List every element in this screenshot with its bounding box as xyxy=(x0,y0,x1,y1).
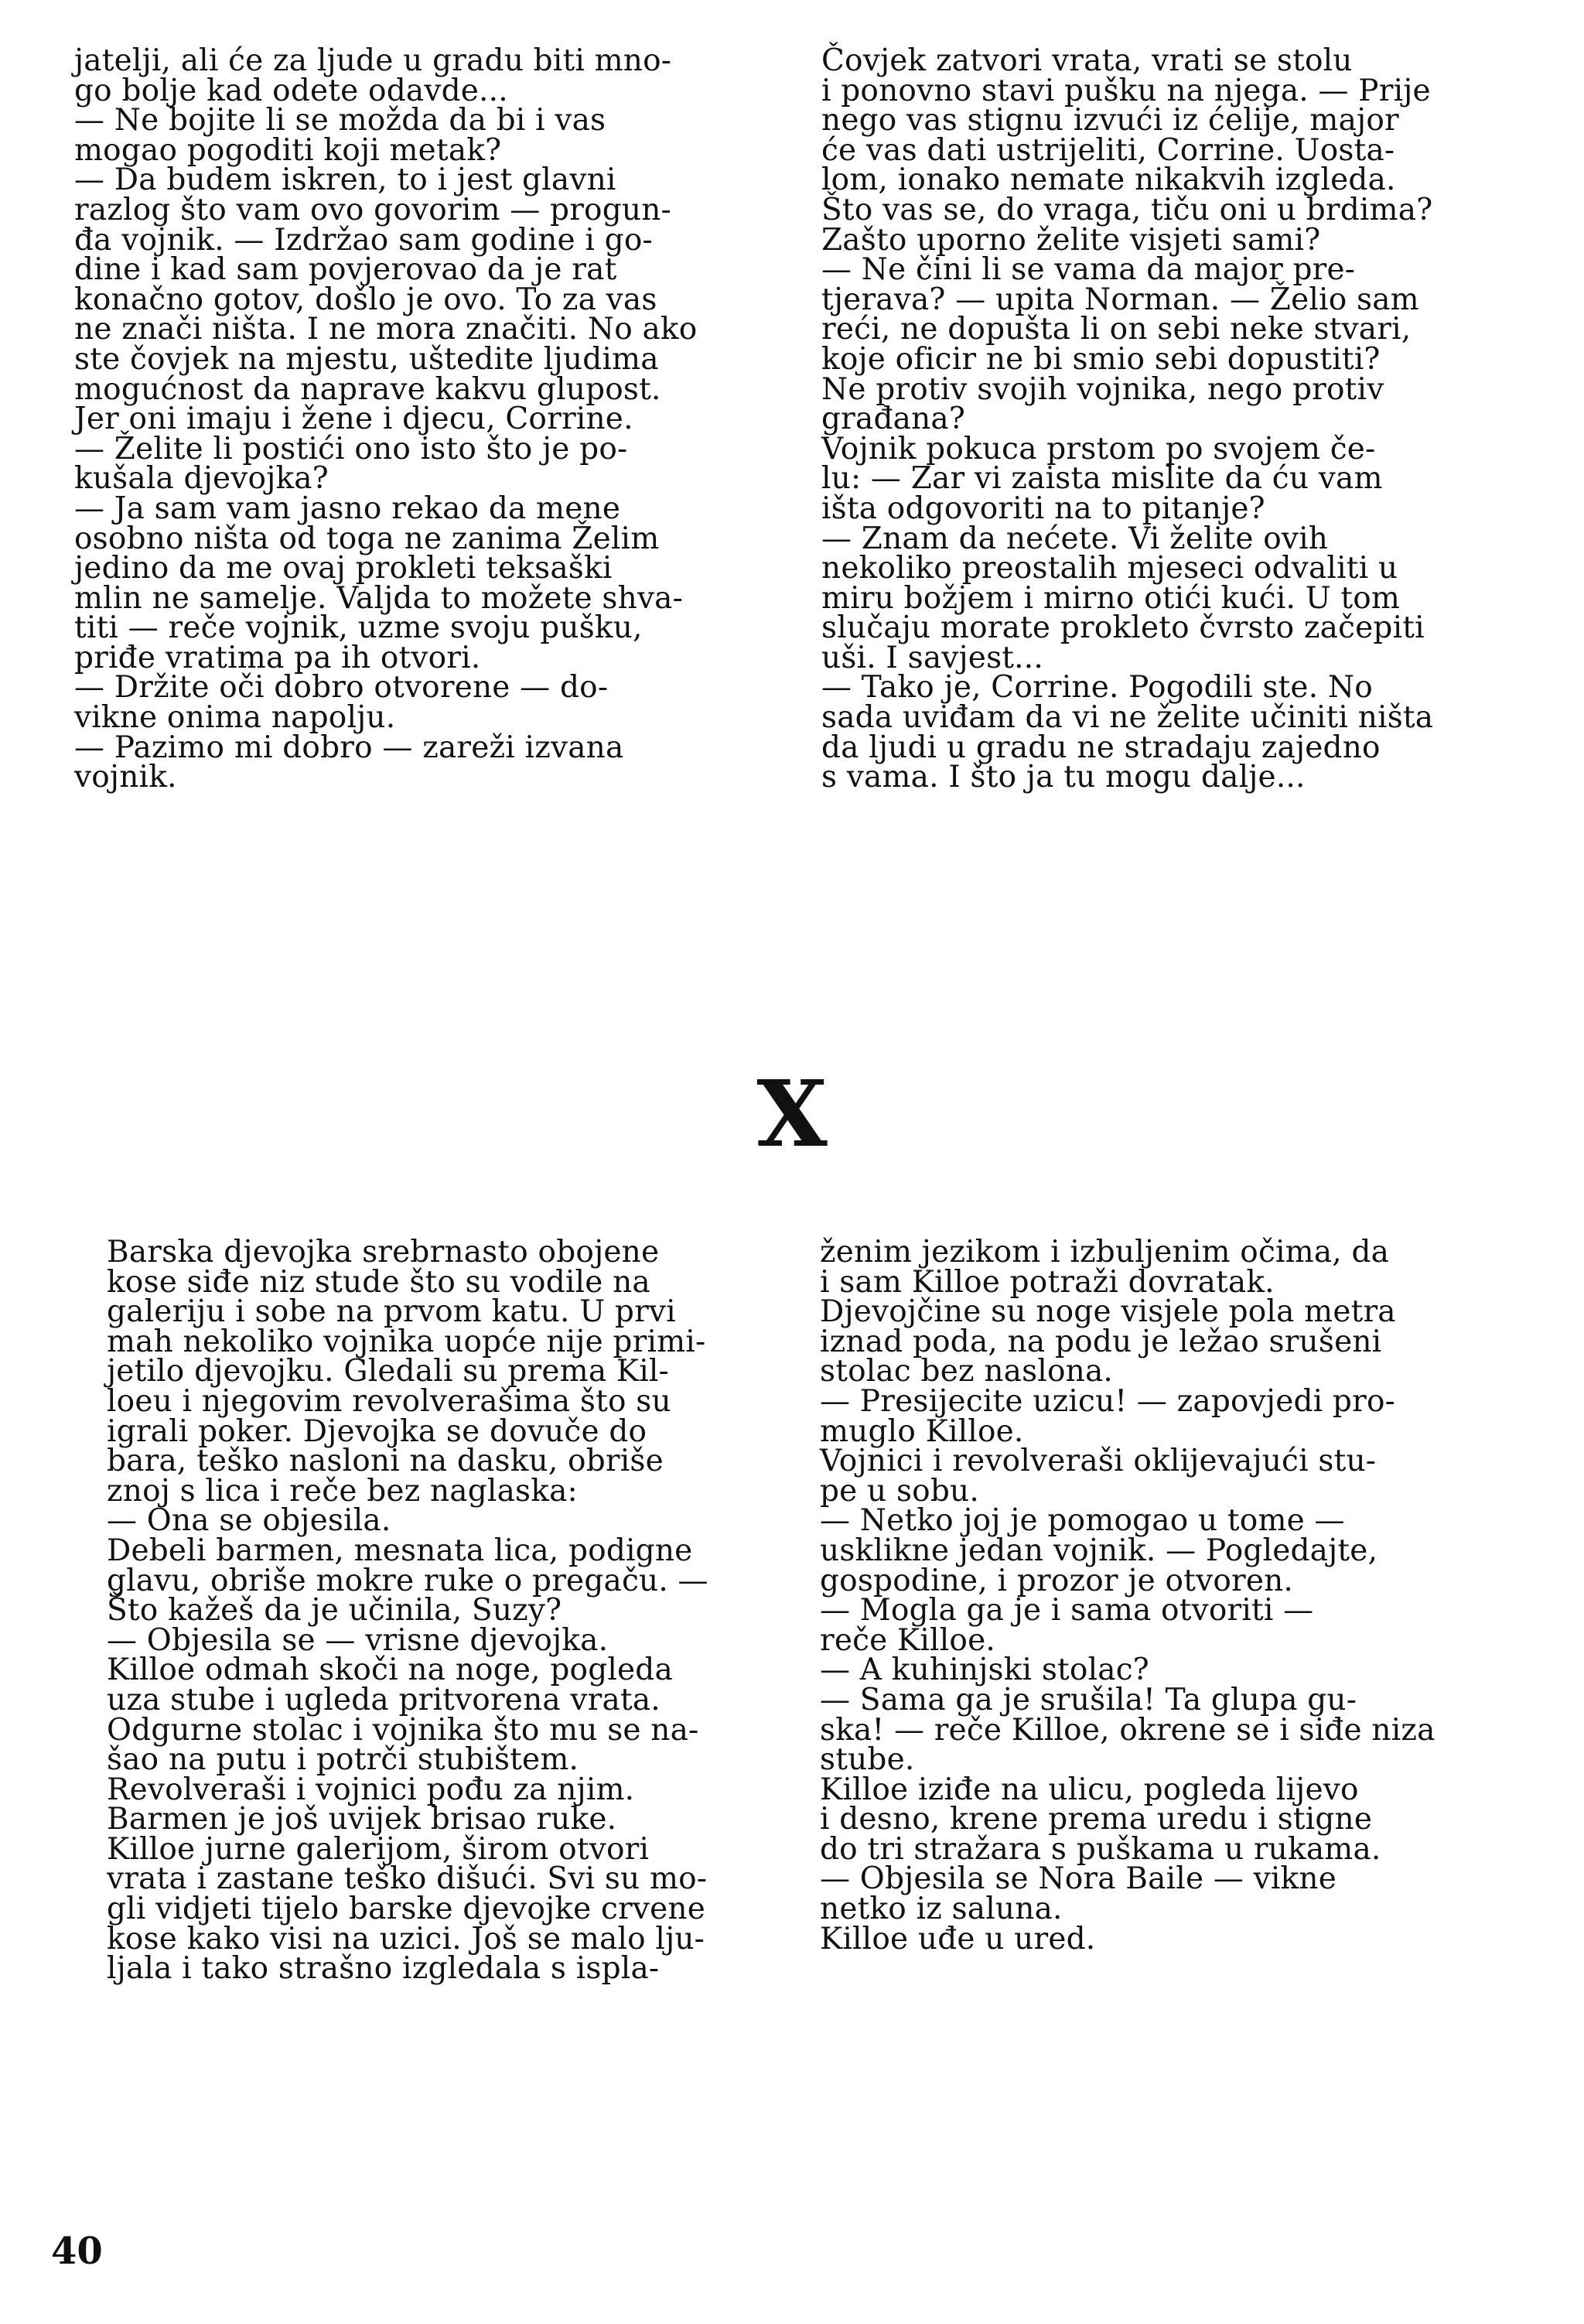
text-line: — Tako je, Corrine. Pogodili ste. No xyxy=(821,670,1373,706)
text-line: će vas dati ustrijeliti, Corrine. Uosta- xyxy=(821,132,1395,168)
text-line: jedino da me ovaj prokleti teksaški xyxy=(74,551,613,586)
text-line: Killoe uđe u ured. xyxy=(820,1921,1096,1957)
text-line: Killoe odmah skoči na noge, pogleda xyxy=(107,1652,673,1688)
text-line: stube. xyxy=(820,1742,915,1778)
text-line: ženim jezikom i izbuljenim očima, da xyxy=(820,1235,1390,1270)
text-line: s vama. I što ja tu mogu dalje... xyxy=(821,760,1306,795)
text-line: uza stube i ugleda pritvorena vrata. xyxy=(107,1682,661,1717)
text-line: lom, ionako nemate nikakvih izgleda. xyxy=(821,162,1396,198)
text-line: reče Killoe. xyxy=(820,1622,995,1658)
text-line: Revolveraši i vojnici pođu za njim. xyxy=(107,1772,635,1807)
text-line: nekoliko preostalih mjeseci odvaliti u xyxy=(821,551,1398,586)
text-line: go bolje kad odete odavde... xyxy=(74,73,508,108)
text-line: išta odgovoriti na to pitanje? xyxy=(821,490,1265,526)
text-line: Killoe iziđe na ulicu, pogleda lijevo xyxy=(820,1772,1359,1807)
text-line: priđe vratima pa ih otvori. xyxy=(74,640,481,675)
text-line: iznad poda, na podu je ležao srušeni xyxy=(820,1324,1382,1359)
text-line: lu: — Zar vi zaista mislite da ću vam xyxy=(821,461,1383,497)
text-line: glavu, obriše mokre ruke o pregaču. — xyxy=(107,1563,708,1598)
text-line: znoj s lica i reče bez naglaska: xyxy=(107,1473,578,1509)
text-line: muglo Killoe. xyxy=(820,1413,1024,1449)
text-line: galeriju i sobe na prvom katu. U prvi xyxy=(107,1294,676,1330)
text-line: Čovjek zatvori vrata, vrati se stolu xyxy=(821,43,1353,78)
chapter-heading: X xyxy=(756,1060,828,1167)
text-line: Odgurne stolac i vojnika što mu se na- xyxy=(107,1712,699,1748)
text-column-top-right xyxy=(821,43,1533,795)
text-line: — Pazimo mi dobro — zareži izvana xyxy=(74,730,624,765)
text-line: Barska djevojka srebrnasto obojene xyxy=(107,1235,660,1270)
text-line: — Da budem iskren, to i jest glavni xyxy=(74,162,616,198)
text-line: — Držite oči dobro otvorene — do- xyxy=(74,670,609,706)
text-line: Što vas se, do vraga, tiču oni u brdima? xyxy=(821,192,1433,227)
text-line: Djevojčine su noge visjele pola metra xyxy=(820,1294,1396,1330)
text-line: — Objesila se Nora Baile — vikne xyxy=(820,1861,1336,1897)
text-line: loeu i njegovim revolverašima što su xyxy=(107,1383,671,1419)
text-line: slučaju morate prokleto čvrsto začepiti xyxy=(821,610,1425,646)
text-line: — Ne bojite li se možda da bi i vas xyxy=(74,103,606,138)
text-line: — Ona se objesila. xyxy=(107,1503,391,1539)
text-line: pe u sobu. xyxy=(820,1473,979,1509)
text-line: da ljudi u gradu ne stradaju zajedno xyxy=(821,730,1381,765)
text-column-bottom-right xyxy=(820,1235,1531,1957)
text-line: — Netko joj je pomogao u tome — xyxy=(820,1503,1345,1539)
text-line: Jer oni imaju i žene i djecu, Corrine. xyxy=(74,402,633,437)
text-line: igrali poker. Djevojka se dovuče do xyxy=(107,1413,647,1449)
text-line: Ne protiv svojih vojnika, nego protiv xyxy=(821,371,1384,407)
text-line: sada uviđam da vi ne želite učiniti ništa xyxy=(821,700,1434,736)
text-line: ne znači ništa. I ne mora značiti. No ako xyxy=(74,312,698,347)
text-line: koje oficir ne bi smio sebi dopustiti? xyxy=(821,341,1381,377)
text-line: Barmen je još uvijek brisao ruke. xyxy=(107,1802,617,1837)
page-number: 40 xyxy=(51,2230,103,2273)
text-line: — A kuhinjski stolac? xyxy=(820,1652,1149,1688)
text-line: — Mogla ga je i sama otvoriti — xyxy=(820,1593,1314,1629)
text-line: — Sama ga je srušila! Ta glupa gu- xyxy=(820,1682,1357,1717)
text-line: mlin ne samelje. Valjda to možete shva- xyxy=(74,580,684,616)
text-line: ljala i tako strašno izgledala s ispla- xyxy=(107,1951,660,1987)
text-line: netko iz saluna. xyxy=(820,1892,1063,1927)
text-line: — Znam da nećete. Vi želite ovih xyxy=(821,521,1329,556)
text-line: Vojnik pokuca prstom po svojem če- xyxy=(821,431,1376,467)
text-line: uši. I savjest... xyxy=(821,640,1043,675)
text-line: Što kažeš da je učinila, Suzy? xyxy=(107,1593,562,1629)
text-line: gospodine, i prozor je otvoren. xyxy=(820,1563,1294,1598)
text-line: kose siđe niz stude što su vodile na xyxy=(107,1264,650,1300)
text-line: miru božjem i mirno otići kući. U tom xyxy=(821,580,1401,616)
text-line: bara, teško nasloni na dasku, obriše xyxy=(107,1444,664,1479)
text-line: — Ne čini li se vama da major pre- xyxy=(821,252,1356,288)
text-line: ste čovjek na mjestu, uštedite ljudima xyxy=(74,341,659,377)
text-line: mah nekoliko vojnika uopće nije primi- xyxy=(107,1324,706,1359)
text-line: gli vidjeti tijelo barske djevojke crvene xyxy=(107,1892,705,1927)
text-line: tjerava? — upita Norman. — Želio sam xyxy=(821,282,1419,317)
text-line: jetilo djevojku. Gledali su prema Kil- xyxy=(107,1354,669,1389)
text-line: dine i kad sam povjerovao da je rat xyxy=(74,252,617,288)
text-line: đa vojnik. — Izdržao sam godine i go- xyxy=(74,222,653,258)
text-line: šao na putu i potrči stubištem. xyxy=(107,1742,579,1778)
text-line: stolac bez naslona. xyxy=(820,1354,1114,1389)
text-line: mogućnost da naprave kakvu glupost. xyxy=(74,371,661,407)
text-line: osobno ništa od toga ne zanima Želim xyxy=(74,521,660,556)
text-line: vikne onima napolju. xyxy=(74,700,396,736)
text-line: titi — reče vojnik, uzme svoju pušku, xyxy=(74,610,643,646)
text-line: razlog što vam ovo govorim — progun- xyxy=(74,192,671,227)
text-line: jatelji, ali će za ljude u gradu biti mno- xyxy=(74,43,672,78)
text-line: vojnik. xyxy=(74,760,177,795)
text-line: vrata i zastane teško dišući. Svi su mo- xyxy=(107,1861,708,1897)
text-column-top-left xyxy=(74,43,770,795)
text-line: Killoe jurne galerijom, širom otvori xyxy=(107,1831,650,1867)
text-line: i desno, krene prema uredu i stigne xyxy=(820,1802,1373,1837)
text-line: građana? xyxy=(821,402,965,437)
text-line: usklikne jedan vojnik. — Pogledajte, xyxy=(820,1533,1378,1568)
text-line: reći, ne dopušta li on sebi neke stvari, xyxy=(821,312,1412,347)
text-line: ska! — reče Killoe, okrene se i siđe niza xyxy=(820,1712,1436,1748)
text-line: Vojnici i revolveraši oklijevajući stu- xyxy=(820,1444,1377,1479)
text-line: — Presijecite uzicu! — zapovjedi pro- xyxy=(820,1383,1396,1419)
text-line: Debeli barmen, mesnata lica, podigne xyxy=(107,1533,693,1568)
text-line: — Objesila se — vrisne djevojka. xyxy=(107,1622,609,1658)
text-line: i sam Killoe potraži dovratak. xyxy=(820,1264,1275,1300)
text-line: i ponovno stavi pušku na njega. — Prije xyxy=(821,73,1431,108)
text-line: nego vas stignu izvući iz ćelije, major xyxy=(821,103,1399,138)
text-line: kose kako visi na uzici. Još se malo lju- xyxy=(107,1921,705,1957)
text-line: — Ja sam vam jasno rekao da mene xyxy=(74,490,621,526)
text-column-bottom-left xyxy=(107,1235,780,1987)
text-line: mogao pogoditi koji metak? xyxy=(74,132,502,168)
text-line: Zašto uporno želite visjeti sami? xyxy=(821,222,1321,258)
text-line: konačno gotov, došlo je ovo. To za vas xyxy=(74,282,657,317)
text-line: — Želite li postići ono isto što je po- xyxy=(74,431,628,467)
text-line: kušala djevojka? xyxy=(74,461,329,497)
text-line: do tri stražara s puškama u rukama. xyxy=(820,1831,1381,1867)
